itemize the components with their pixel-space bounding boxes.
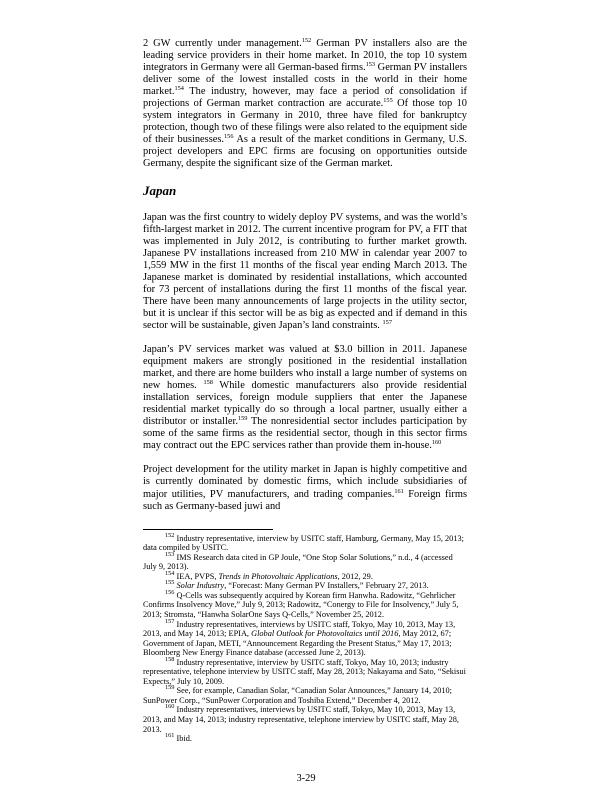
footnote-number: 152 <box>165 531 175 539</box>
footnote-160: $^{160}$ Industry representatives, interviews by USITC staff, Tokyo, May 10, 2013, May 13, 2013, and May 14, 2013; industry representative, telephone interview by USITC staff, May 28, 2013. <box>143 703 459 734</box>
footnote-reference: 154 <box>174 85 184 93</box>
body-paragraph: Project development for the utility market in Japan is highly competitive and is currently dominated by domestic firms, which include subsidiaries of major utilities, PV manufacturers, and trading companies.$^{161}$ Foreign firms such as Germany-based juwi and <box>143 464 467 512</box>
footnotes-list <box>143 531 467 744</box>
footnote-152: $^{152}$ Industry representative, interview by USITC staff, Hamburg, Germany, May 15, 2013; data compiled by USITC. <box>143 531 464 553</box>
footnote-154: $^{154}$ IEA, PVPS, Trends in Photovoltaic Applications, 2012, 29. <box>165 569 373 581</box>
italic-title: Global Outlook for Photovoltaics until 2016 <box>251 629 399 639</box>
paragraph-gap <box>143 452 467 464</box>
page-number: 3-29 <box>296 773 316 784</box>
footnote-reference: 155 <box>383 97 393 105</box>
footnote-reference: 156 <box>224 133 234 141</box>
footnote-number: 158 <box>165 655 175 663</box>
body-paragraph: Japan’s PV services market was valued at $3.0 billion in 2011. Japanese equipment makers are strongly positioned in the residential installation market, and there are home builders who install a large number of systems on new homes. $^{158}$ While domestic manufacturers also provide residential installation services, foreign module suppliers that enter the Japanese residential market typically do so through a local partner, usually either a distributor or installer.$^{159}$ The nonresidential sector includes participation by some of the same firms as the residential sector, though in this sector firms may contract out the EPC services rather than provide them in-house.$^{160}$ <box>143 343 468 452</box>
footnote-155: $^{155}$ Solar Industry, “Forecast: Many German PV Installers,” February 27, 2013. <box>165 579 429 591</box>
document-page <box>143 38 467 744</box>
footnote-161: $^{161}$ Ibid. <box>165 732 192 744</box>
paragraph-gap <box>143 332 467 344</box>
footnote-separator <box>143 529 273 530</box>
footnote-reference: 159 <box>237 415 248 423</box>
footnote-156: $^{156}$ Q-Cells was subsequently acquired by Korean firm Hanwha. Radowitz, “Gehrlicher Confirms Insolvency Move,” July 9, 2013; Radowitz, “Conergy to File for Insolvency,” July 5, 2013; Stromsta, “Hanwha SolarOne Says Q-Cells,” November 25, 2012. <box>143 588 459 619</box>
footnote-number: 153 <box>165 550 175 558</box>
footnote-number: 161 <box>165 732 175 740</box>
section-heading-japan: Japan <box>143 182 177 198</box>
footnote-reference: 153 <box>365 61 376 69</box>
germany-continuation-section <box>143 38 467 171</box>
footnote-number: 155 <box>165 579 175 587</box>
italic-title: Trends in Photovoltaic Applications <box>218 571 338 581</box>
italic-title: Solar Industry <box>176 581 225 591</box>
footnote-number: 154 <box>165 569 175 577</box>
footnote-153: $^{153}$ IMS Research data cited in GP Joule, “One Stop Solar Solutions,” n.d., 4 (accessed July 9, 2013). <box>143 550 453 572</box>
footnote-reference: 158 <box>203 379 213 387</box>
footnote-number: 156 <box>165 588 175 596</box>
footnote-reference: 161 <box>394 487 404 495</box>
footnote-159: $^{159}$ See, for example, Canadian Solar, “Canadian Solar Announces,” January 14, 2010; SunPower Corp., “SunPower Corporation and Toshiba Extend,” December 4, 2012. <box>143 684 452 705</box>
footnote-reference: 152 <box>301 37 312 44</box>
japan-section-body <box>143 212 467 513</box>
body-paragraph: 2 GW currently under management.$^{152}$ German PV installers also are the leading service providers in their home market. In 2010, the top 10 system integrators in Germany were all German-based firms.$^{153}$ German PV installers deliver some of the lowest installed costs in the world in their home market.$^{154}$ The industry, however, may face a period of consolidation if projections of German market contraction are accurate.$^{155}$ Of those top 10 system integrators in Germany in 2010, three have filed for bankruptcy protection, though two of these filings were also related to the equipment side of their businesses.$^{156}$ As a result of the market conditions in Germany, U.S. project developers and EPC firms are focusing on opportunities outside Germany, despite the significant size of the German market. <box>143 37 468 170</box>
footnote-reference: 157 <box>382 318 392 326</box>
body-paragraph: Japan was the first country to widely deploy PV systems, and was the world’s fifth-largest market in 2012. The current incentive program for PV, a FIT that was implemented in July 2012, is contributing to further market growth. Japanese PV installations increased from 210 MW in calendar year 2007 to 1,559 MW in the first 11 months of the fiscal year ending March 2013. The Japanese market is dominated by residential installations, which accounted for 73 percent of installations during the first 11 months of the fiscal year. There have been many announcements of large projects in the utility sector, but it is unclear if this sector will be as big as expected and if demand in this sector will be sustainable, given Japan’s land constraints. $^{157}$ <box>143 211 467 331</box>
footnote-number: 157 <box>165 617 175 625</box>
footnote-158: $^{158}$ Industry representative, interview by USITC staff, Tokyo, May 10, 2013; industry representative, telephone interview by USITC staff, May 28, 2013; Nakayama and Sato, “Sekisui Expects,” July 10, 2009. <box>143 655 466 686</box>
footnote-number: 159 <box>165 684 175 692</box>
footnote-number: 160 <box>165 703 175 711</box>
footnote-reference: 160 <box>431 439 442 447</box>
footnote-157: $^{157}$ Industry representatives, interviews by USITC staff, Tokyo, May 10, 2013, May 13, 2013, and May 14, 2013; EPIA, Global Outlook for Photovoltaics until 2016, May 2012, 67; Government of Japan, METI, “Announcement Regarding the Present Status,” May 17, 2013; Bloomberg New Energy Finance database (accessed June 2, 2013). <box>143 617 456 658</box>
